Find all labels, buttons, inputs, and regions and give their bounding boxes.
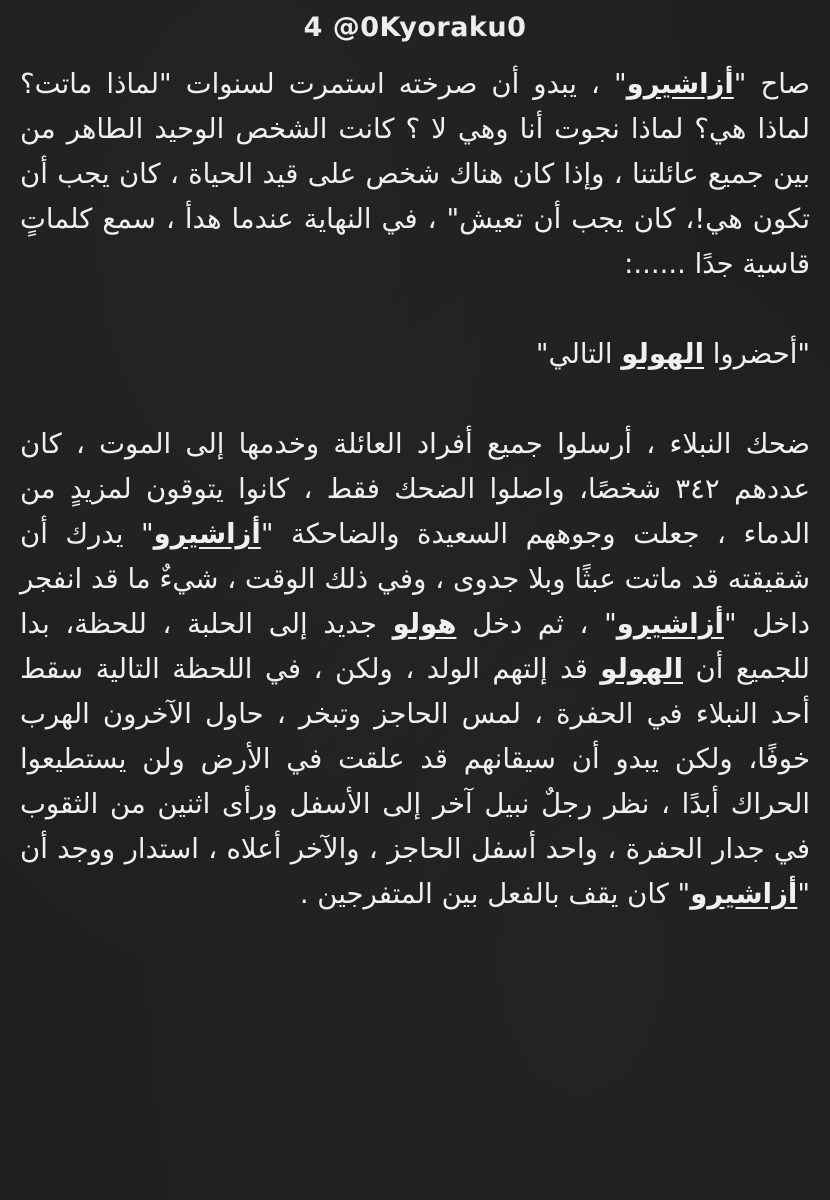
story-text bbox=[20, 62, 810, 917]
text-segment: " كان يقف بالفعل بين المتفرجين . bbox=[299, 878, 691, 910]
text-segment: صاح " bbox=[733, 68, 811, 100]
text-segment: " ، يبدو أن صرخته استمرت لسنوات "لماذا ماتت؟ لماذا هي؟ لماذا نجوت أنا وهي لا ؟ كانت الشخص الوحيد الطاهر من بين جميع عائلتنا ، وإذا كان هناك شخص على قيد الحياة ، كان يجب أن تكون هي!، كان يجب أن تعيش" ، في النهاية عندما هدأ ، سمع كلماتٍ قاسية جدًا ......: bbox=[20, 68, 810, 280]
text-segment: قد إلتهم الولد ، ولكن ، في اللحظة التالية سقط أحد النبلاء في الحفرة ، لمس الحاجز وتبخر ، حاول الآخرون الهرب خوفًا، ولكن يبدو أن سيقانهم قد علقت في الأرض ولن يستطيعوا الحراك أبدًا ، نظر رجلٌ نبيل آخر إلى الأسفل ورأى اثنين من الثقوب في جدار الحفرة ، واحد أسفل الحاجز ، والآخر أعلاه ، استدار ووجد أن " bbox=[20, 653, 810, 910]
paragraph-gap bbox=[20, 377, 810, 422]
text-segment: " ، ثم دخل bbox=[456, 608, 617, 640]
highlighted-term: هولو bbox=[392, 608, 457, 640]
paragraph-3 bbox=[20, 422, 810, 917]
highlighted-name: أزاشيرو bbox=[690, 878, 798, 910]
text-segment: ضحك النبلاء ، أرسلوا جميع أفراد العائلة وخدمها إلى الموت ، كان عددهم ٣٤٢ شخصًا، واصلوا الضحك فقط ، كانوا يتوقون لمزيدٍ من الدماء ، جعلت وجوههم السعيدة والضاحكة " bbox=[20, 428, 810, 550]
text-segment: " يدرك أن شقيقته قد ماتت عبثًا وبلا جدوى ، وفي ذلك الوقت ، شيءٌ ما قد انفجر داخل " bbox=[20, 518, 810, 640]
paragraph-gap bbox=[20, 287, 810, 332]
highlighted-term: الهولو bbox=[600, 653, 684, 685]
highlighted-term: الهولو bbox=[621, 338, 705, 370]
highlighted-name: أزاشيرو bbox=[153, 518, 261, 550]
header-title: 4 @0Kyoraku0 bbox=[303, 12, 527, 43]
text-segment: التالي" bbox=[535, 338, 622, 370]
paragraph-2 bbox=[20, 332, 810, 377]
paragraph-1 bbox=[20, 62, 810, 287]
page-header bbox=[0, 12, 830, 43]
highlighted-name: أزاشيرو bbox=[626, 68, 734, 100]
text-segment: جديد إلى الحلبة ، للحظة، بدا للجميع أن bbox=[20, 608, 811, 685]
text-segment: "أحضروا bbox=[704, 338, 810, 370]
highlighted-name: أزاشيرو bbox=[616, 608, 724, 640]
